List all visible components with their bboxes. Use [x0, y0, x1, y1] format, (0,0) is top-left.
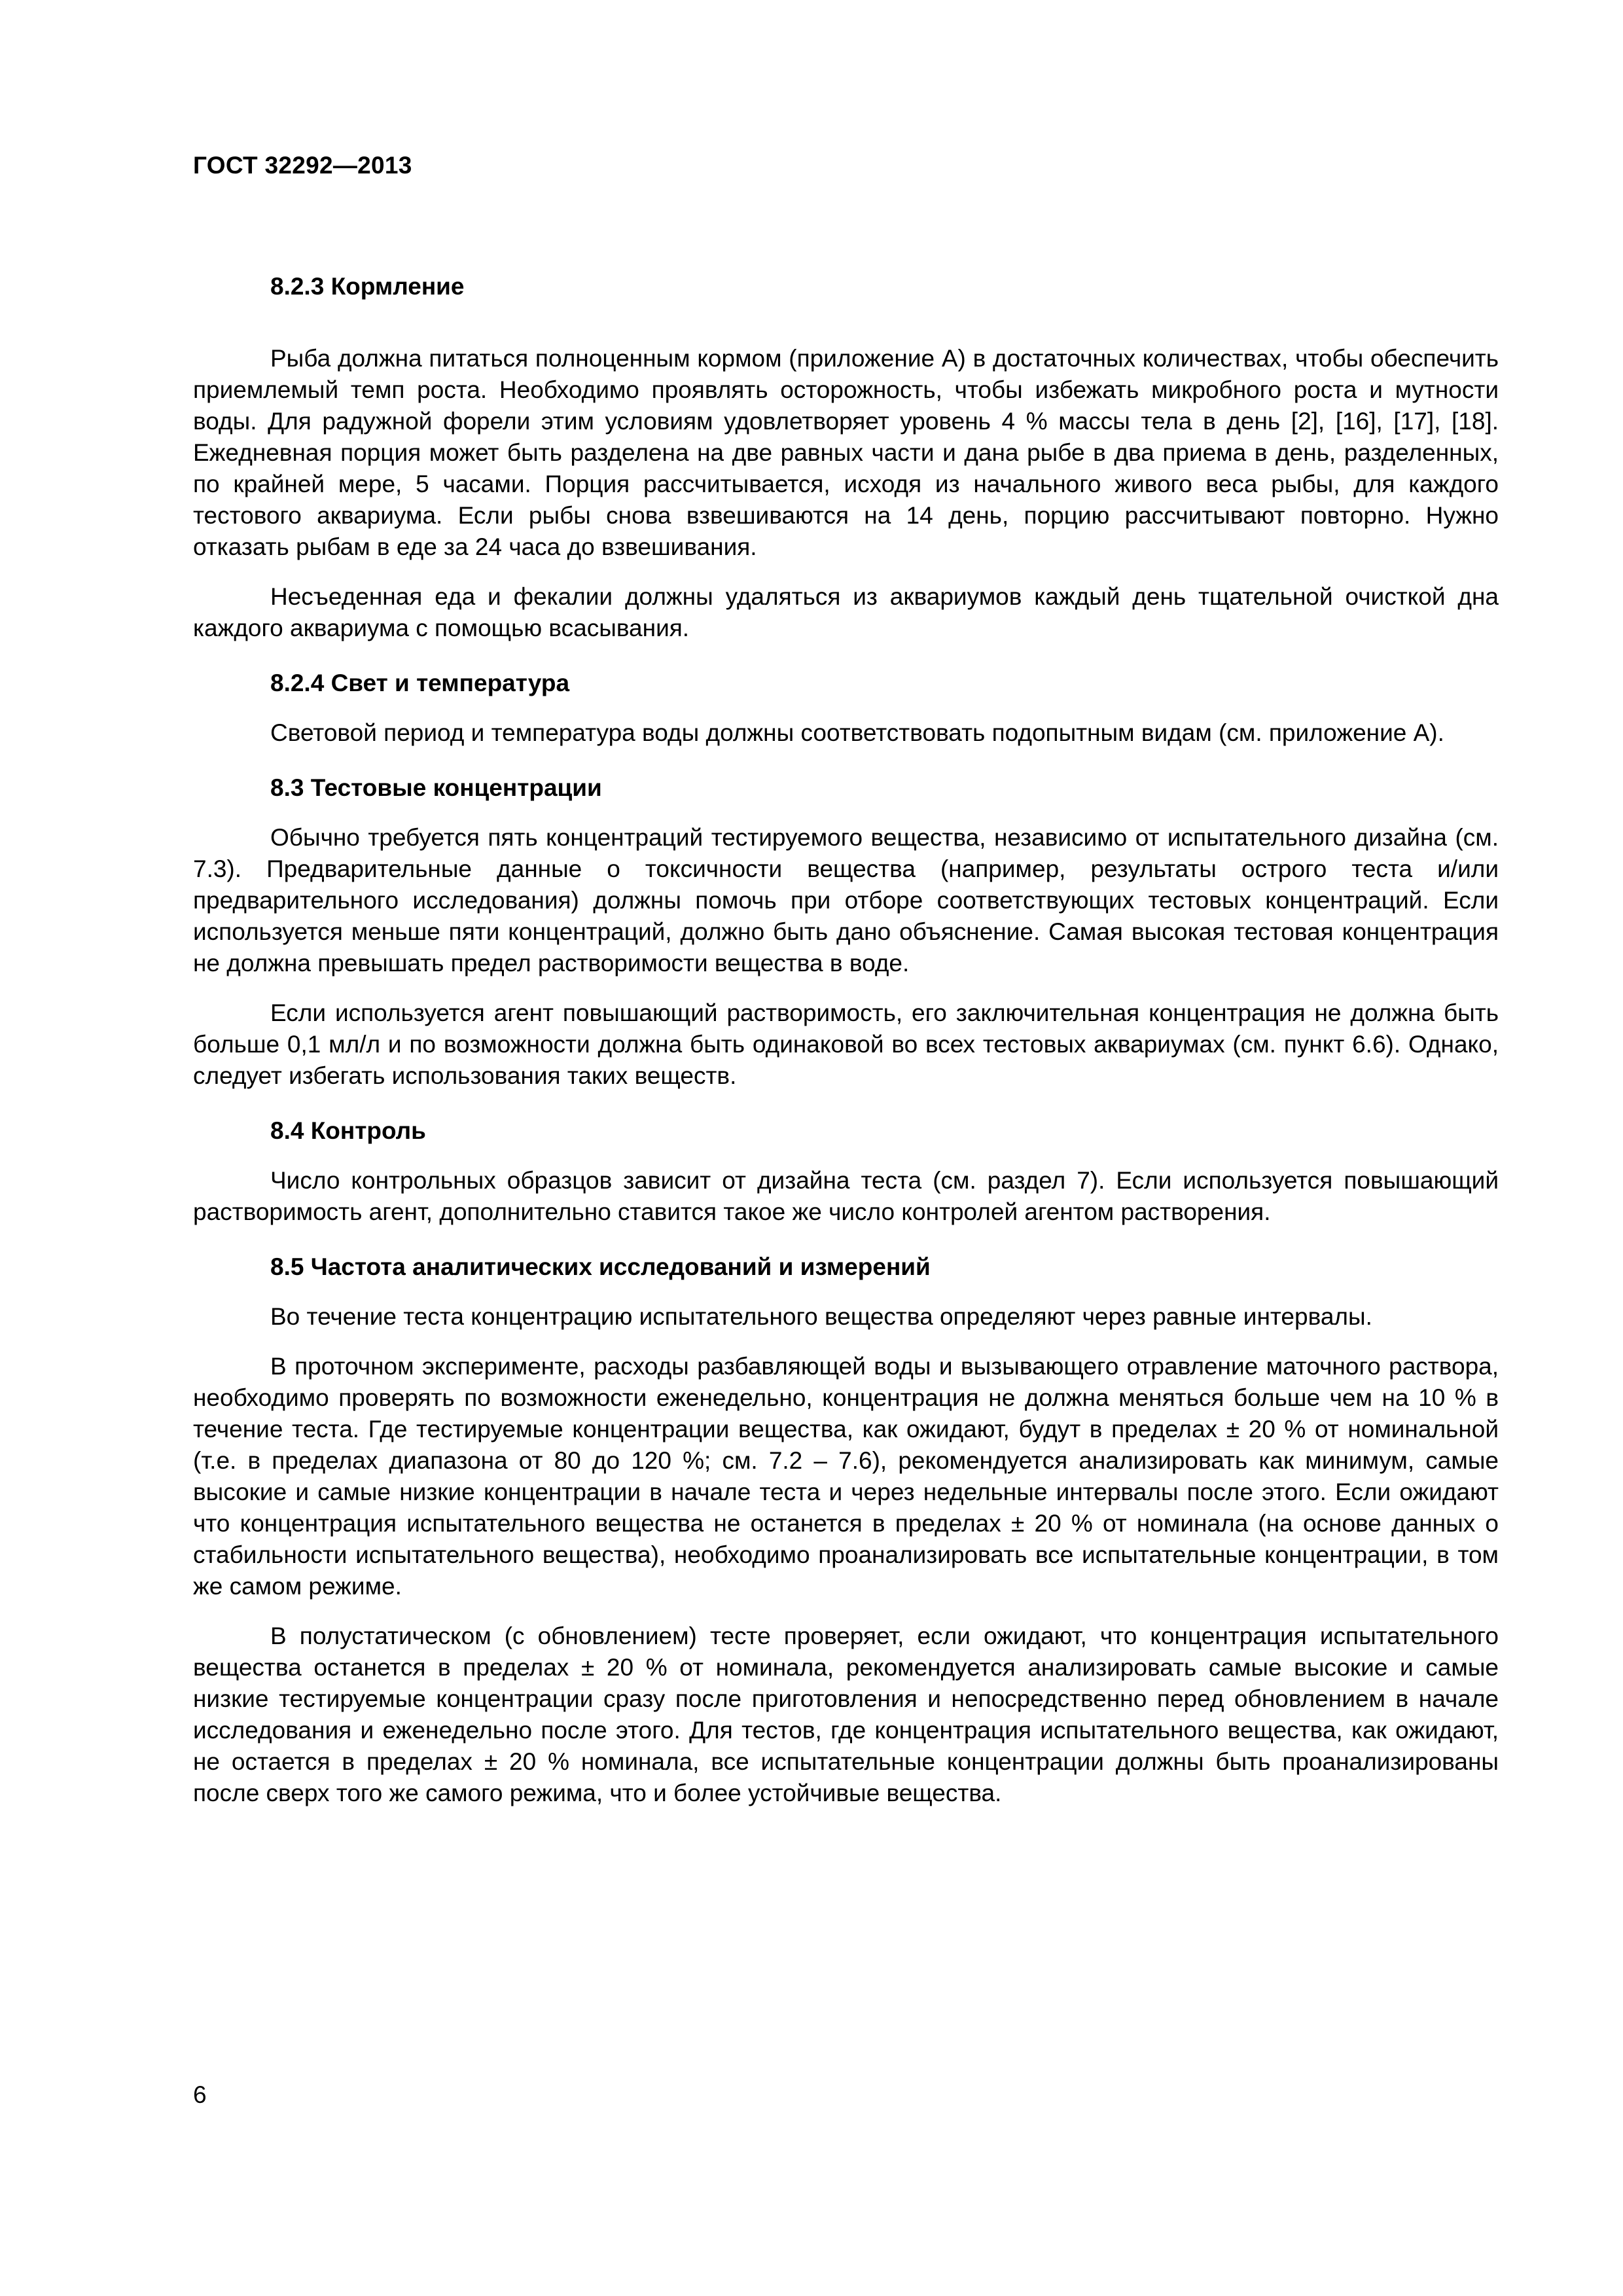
page-number: 6 — [193, 2081, 207, 2108]
paragraph: Во течение теста концентрацию испытательного вещества определяют через равные интервалы. — [270, 1303, 1372, 1330]
paragraph: Несъеденная еда и фекалии должны удаляться из аквариумов каждый день тщательной очисткой дна каждого аквариума с помощью всасывания. — [193, 583, 1499, 641]
section-title: 8.4 Контроль — [270, 1117, 426, 1144]
paragraph: Световой период и температура воды должны соответствовать подопытным видам (см. приложение А). — [270, 719, 1444, 746]
section-title: 8.5 Частота аналитических исследований и измерений — [270, 1253, 931, 1280]
section-8-4 — [193, 1111, 1499, 1228]
paragraph: В проточном эксперименте, расходы разбавляющей воды и вызывающего отравление маточного раствора, необходимо проверять по возможности еженедельно, концентрация не должна меняться больше чем на 10 % в течение теста. Где тестируемые концентрации вещества, как ожидают, будут в пределах ± 20 % от номинальной (т.е. в пределах диапазона от 80 до 120 %; см. 7.2 – 7.6), рекомендуется анализировать как минимум, самые высокие и самые низкие концентрации в начале теста и через недельные интервалы после этого. Если ожидают что концентрация испытательного вещества не останется в пределах ± 20 % от номинала (на основе данных о стабильности испытательного вещества), необходимо проанализировать все испытательные концентрации, в том же самом режиме. — [193, 1353, 1499, 1600]
section-title: 8.2.4 Свет и температура — [270, 670, 570, 696]
paragraph: Число контрольных образцов зависит от дизайна теста (см. раздел 7). Если используется повышающий растворимость агент, дополнительно ставится такое же число контролей агентом растворения. — [193, 1167, 1499, 1225]
paragraph: Если используется агент повышающий растворимость, его заключительная концентрация не должна быть больше 0,1 мл/л и по возможности должна быть одинаковой во всех тестовых аквариумах (см. пункт 6.6). Однако, следует избегать использования таких веществ. — [193, 999, 1499, 1089]
section-title: 8.2.3 Кормление — [270, 273, 465, 300]
section-8-2-4 — [193, 664, 1499, 749]
document-body — [193, 209, 1499, 1809]
paragraph: В полустатическом (с обновлением) тесте проверяет, если ожидают, что концентрация испытательного вещества останется в пределах ± 20 % от номинала, рекомендуется анализировать самые высокие и самые низкие тестируемые концентрации сразу после приготовления и непосредственно перед обновлением в начале исследования и еженедельно после этого. Для тестов, где концентрация испытательного вещества, как ожидают, не остается в пределах ± 20 % номинала, все испытательные концентрации должны быть проанализированы после сверх того же самого режима, что и более устойчивые вещества. — [193, 1623, 1499, 1806]
section-title: 8.3 Тестовые концентрации — [270, 774, 602, 801]
section-8-5 — [193, 1247, 1499, 1809]
section-8-3 — [193, 768, 1499, 1092]
standard-number: ГОСТ 32292—2013 — [193, 152, 412, 179]
section-8-2-3 — [193, 267, 1499, 644]
paragraph: Обычно требуется пять концентраций тестируемого вещества, независимо от испытательного дизайна (см. 7.3). Предварительные данные о токсичности вещества (например, результаты острого теста и/или предварительного исследования) должны помочь при отборе соответствующих тестовых концентраций. Если используется меньше пяти концентраций, должно быть дано объяснение. Самая высокая тестовая концентрация не должна превышать предел растворимости вещества в воде. — [193, 824, 1499, 977]
paragraph: Рыба должна питаться полноценным кормом (приложение А) в достаточных количествах, чтобы обеспечить приемлемый темп роста. Необходимо проявлять осторожность, чтобы избежать микробного роста и мутности воды. Для радужной форели этим условиям удовлетворяет уровень 4 % массы тела в день [2], [16], [17], [18]. Ежедневная порция может быть разделена на две равных части и дана рыбе в два приема в день, разделенных, по крайней мере, 5 часами. Порция рассчитывается, исходя из начального живого веса рыбы, для каждого тестового аквариума. Если рыбы снова взвешиваются на 14 день, порцию рассчитывают повторно. Нужно отказать рыбам в еде за 24 часа до взвешивания. — [193, 345, 1499, 560]
